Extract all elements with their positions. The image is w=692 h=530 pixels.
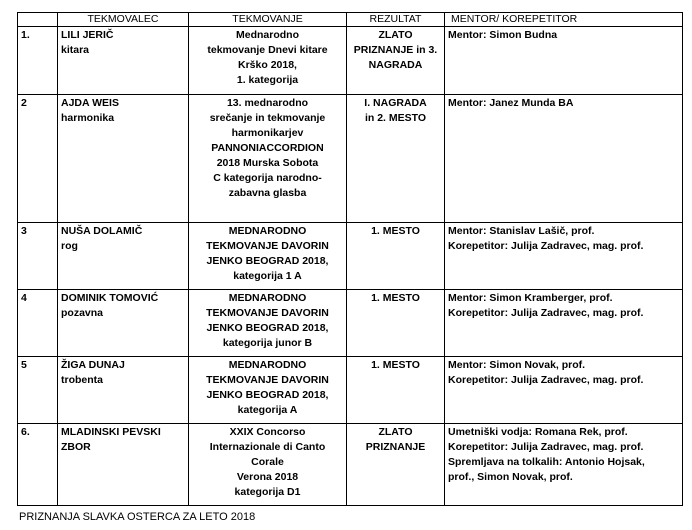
competition-line: MEDNARODNO	[228, 292, 307, 304]
row-number: 1.	[18, 27, 58, 95]
competition-line: PANNONIACCORDION	[211, 142, 324, 154]
competitor-cell	[58, 27, 189, 95]
mentor-cell	[445, 357, 683, 424]
competition-line: JENKO BEOGRAD 2018,	[206, 322, 329, 334]
competition-line: 13. mednarodno	[226, 97, 309, 109]
result-line: ZLATO	[378, 29, 413, 41]
competitor-instrument: ZBOR	[61, 441, 91, 453]
row-number: 4	[18, 290, 58, 357]
result-line: 1. MESTO	[371, 359, 420, 371]
competition-cell	[189, 95, 347, 223]
mentor-line: Mentor: Simon Novak, prof.	[448, 359, 586, 371]
result-line: PRIZNANJE in 3.	[353, 44, 438, 56]
mentor-cell	[445, 424, 683, 506]
table-row	[18, 424, 683, 506]
competitor-cell	[58, 424, 189, 506]
result-line: 1. MESTO	[371, 225, 420, 237]
mentor-cell	[445, 223, 683, 290]
result-cell	[347, 95, 445, 223]
competition-line: Internazionale di Canto	[209, 441, 326, 453]
competition-line: TEKMOVANJE DAVORIN	[206, 374, 329, 386]
mentor-line: prof., Simon Novak, prof.	[448, 471, 573, 483]
competitor-cell	[58, 95, 189, 223]
table-row	[18, 357, 683, 424]
competition-line: XXIX Concorso	[229, 426, 306, 438]
mentor-cell	[445, 27, 683, 95]
header-mentor: MENTOR/ KOREPETITOR	[445, 13, 683, 27]
mentor-line: Korepetitor: Julija Zadravec, mag. prof.	[448, 240, 644, 252]
header-competition: TEKMOVANJE	[189, 13, 347, 27]
competition-line: tekmovanje Dnevi kitare	[207, 44, 328, 56]
table-header-row	[18, 13, 683, 27]
table-row	[18, 290, 683, 357]
competitor-name: LILI JERIČ	[61, 29, 114, 41]
competition-line: kategorija A	[237, 404, 298, 416]
competition-line: JENKO BEOGRAD 2018,	[206, 255, 329, 267]
competition-cell	[189, 357, 347, 424]
competition-line: TEKMOVANJE DAVORIN	[206, 307, 329, 319]
competitor-name: MLADINSKI PEVSKI	[61, 426, 161, 438]
competition-cell	[189, 290, 347, 357]
competition-cell	[189, 424, 347, 506]
result-line: I. NAGRADA	[364, 97, 427, 109]
row-number: 6.	[18, 424, 58, 506]
mentor-cell	[445, 290, 683, 357]
competitor-cell	[58, 290, 189, 357]
mentor-line: Mentor: Janez Munda BA	[448, 97, 574, 109]
competition-line: Corale	[251, 456, 284, 468]
awards-table	[17, 12, 683, 506]
row-number: 3	[18, 223, 58, 290]
mentor-line: Korepetitor: Julija Zadravec, mag. prof.	[448, 307, 644, 319]
mentor-line: Mentor: Stanislav Lašič, prof.	[448, 225, 595, 237]
competitor-instrument: pozavna	[61, 307, 104, 319]
competition-line: Mednarodno	[236, 29, 299, 41]
competitor-cell	[58, 223, 189, 290]
mentor-line: Umetniški vodja: Romana Rek, prof.	[448, 426, 628, 438]
competition-line: kategorija D1	[234, 486, 301, 498]
table-row	[18, 95, 683, 223]
result-line: in 2. MESTO	[364, 112, 427, 124]
result-line: 1. MESTO	[371, 292, 420, 304]
result-line: ZLATO	[378, 426, 413, 438]
table-row	[18, 27, 683, 95]
competitor-instrument: kitara	[61, 44, 90, 56]
competitor-instrument: harmonika	[61, 112, 115, 124]
competition-cell	[189, 27, 347, 95]
row-number: 2	[18, 95, 58, 223]
competition-line: MEDNARODNO	[228, 225, 307, 237]
competitor-instrument: rog	[61, 240, 78, 252]
competition-line: TEKMOVANJE DAVORIN	[206, 240, 329, 252]
competition-line: Verona 2018	[236, 471, 299, 483]
competition-line: zabavna glasba	[228, 187, 307, 199]
competitor-name: NUŠA DOLAMIČ	[61, 225, 143, 237]
competitor-name: ŽIGA DUNAJ	[61, 359, 125, 371]
competition-line: MEDNARODNO	[228, 359, 307, 371]
header-result: REZULTAT	[347, 13, 445, 27]
competitor-name: DOMINIK TOMOVIĆ	[61, 292, 159, 304]
competition-line: harmonikarjev	[231, 127, 304, 139]
result-cell	[347, 357, 445, 424]
competitor-instrument: trobenta	[61, 374, 103, 386]
result-line: NAGRADA	[368, 59, 423, 71]
header-number	[18, 13, 58, 27]
competition-line: 2018 Murska Sobota	[216, 157, 319, 169]
competition-cell	[189, 223, 347, 290]
competitor-cell	[58, 357, 189, 424]
competition-line: C kategorija narodno-	[213, 172, 322, 184]
competition-line: 1. kategorija	[236, 74, 299, 86]
mentor-line: Mentor: Simon Kramberger, prof.	[448, 292, 613, 304]
mentor-line: Korepetitor: Julija Zadravec, mag. prof.	[448, 441, 644, 453]
document-caption: PRIZNANJA SLAVKA OSTERCA ZA LETO 2018	[19, 511, 256, 523]
row-number: 5	[18, 357, 58, 424]
competition-line: JENKO BEOGRAD 2018,	[206, 389, 329, 401]
header-competitor: TEKMOVALEC	[58, 13, 189, 27]
competition-line: Krško 2018,	[238, 59, 297, 71]
competition-line: kategorija junor B	[222, 337, 313, 349]
mentor-line: Korepetitor: Julija Zadravec, mag. prof.	[448, 374, 644, 386]
table-body	[18, 27, 683, 506]
result-cell	[347, 424, 445, 506]
competitor-name: AJDA WEIS	[61, 97, 119, 109]
result-cell	[347, 27, 445, 95]
result-cell	[347, 290, 445, 357]
mentor-line: Mentor: Simon Budna	[448, 29, 558, 41]
result-line: PRIZNANJE	[365, 441, 426, 453]
table-row	[18, 223, 683, 290]
competition-line: srečanje in tekmovanje	[209, 112, 326, 124]
competition-line: kategorija 1 A	[233, 270, 302, 282]
mentor-cell	[445, 95, 683, 223]
result-cell	[347, 223, 445, 290]
mentor-line: Spremljava na tolkalih: Antonio Hojsak,	[448, 456, 645, 468]
